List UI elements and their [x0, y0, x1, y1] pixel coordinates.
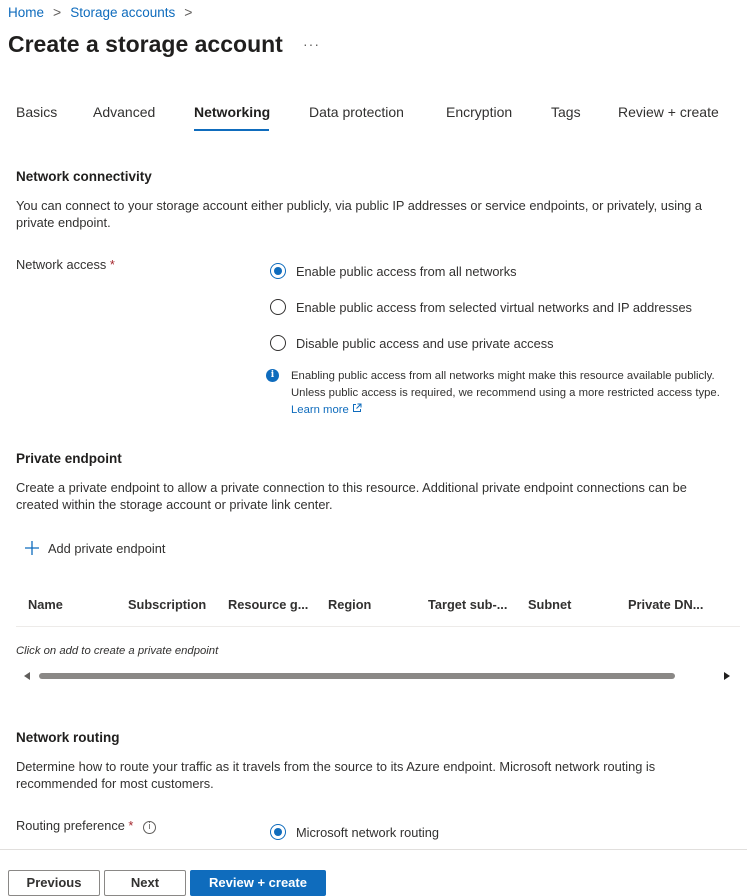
tab-data-protection[interactable]: Data protection — [309, 104, 404, 120]
tab-basics[interactable]: Basics — [16, 104, 58, 120]
required-marker: * — [109, 257, 115, 272]
learn-more-link[interactable]: Learn more — [291, 404, 362, 416]
column-header-target-sub-resource[interactable]: Target sub-... — [428, 597, 508, 612]
network-access-label — [16, 257, 115, 272]
column-header-subnet[interactable]: Subnet — [528, 597, 572, 612]
next-button[interactable]: Next — [104, 870, 186, 896]
add-private-endpoint-label: Add private endpoint — [48, 540, 166, 556]
radio-public-all-networks[interactable] — [270, 263, 517, 279]
scrollbar-thumb[interactable] — [39, 673, 675, 679]
tab-networking[interactable]: Networking — [194, 104, 271, 120]
network-access-label-text: Network access — [16, 257, 107, 272]
routing-preference-label-text: Routing preference — [16, 818, 125, 833]
column-header-region[interactable]: Region — [328, 597, 372, 612]
column-header-subscription[interactable]: Subscription — [128, 597, 207, 612]
radio-microsoft-network-routing[interactable] — [270, 824, 439, 840]
breadcrumb-storage-accounts-link[interactable]: Storage accounts — [70, 4, 176, 20]
info-message — [291, 368, 741, 419]
previous-button[interactable]: Previous — [8, 870, 100, 896]
tab-bar — [0, 104, 747, 134]
network-connectivity-heading: Network connectivity — [16, 169, 152, 184]
scroll-left-arrow-icon[interactable] — [24, 672, 30, 680]
radio-button-checked[interactable] — [270, 824, 286, 840]
info-text: Enabling public access from all networks might make this resource available publicly. Unless public access is required, we recommend using a more restricted access type. — [291, 370, 720, 399]
column-header-resource-group[interactable]: Resource g... — [228, 597, 309, 612]
wizard-footer — [0, 849, 747, 895]
tab-tags[interactable]: Tags — [551, 104, 581, 120]
radio-button-checked[interactable] — [270, 263, 286, 279]
network-routing-heading: Network routing — [16, 730, 120, 745]
add-private-endpoint-button[interactable] — [24, 540, 165, 556]
more-options-icon[interactable]: ··· — [303, 36, 320, 52]
radio-button[interactable] — [270, 299, 286, 315]
radio-label: Disable public access and use private access — [296, 335, 554, 351]
external-link-icon — [352, 403, 362, 413]
scroll-right-arrow-icon[interactable] — [724, 672, 730, 680]
active-tab-indicator — [194, 129, 269, 131]
info-icon: i — [266, 369, 279, 382]
tab-advanced[interactable]: Advanced — [93, 104, 156, 120]
review-create-button[interactable]: Review + create — [190, 870, 326, 896]
tab-review-create[interactable]: Review + create — [618, 104, 719, 120]
private-endpoint-heading: Private endpoint — [16, 451, 122, 466]
table-divider — [16, 626, 740, 627]
empty-table-message: Click on add to create a private endpoint — [16, 645, 219, 657]
routing-preference-label — [16, 818, 156, 834]
radio-disable-public-access[interactable] — [270, 335, 554, 351]
radio-label: Enable public access from all networks — [296, 263, 517, 279]
chevron-right-icon: > — [53, 4, 62, 20]
column-header-name[interactable]: Name — [28, 597, 63, 612]
radio-button[interactable] — [270, 335, 286, 351]
tab-encryption[interactable]: Encryption — [446, 104, 513, 120]
help-circle-icon[interactable]: i — [143, 821, 156, 834]
private-endpoint-description: Create a private endpoint to allow a private connection to this resource. Additional private endpoint connections can be created within the storage account or private link center. — [16, 480, 687, 512]
breadcrumb-home-link[interactable]: Home — [8, 4, 45, 20]
radio-label: Microsoft network routing — [296, 824, 439, 840]
chevron-right-icon: > — [184, 4, 193, 20]
radio-label: Enable public access from selected virtual networks and IP addresses — [296, 299, 692, 315]
breadcrumb — [8, 4, 201, 20]
network-connectivity-description: You can connect to your storage account either publicly, via public IP addresses or service endpoints, or privately, using a private endpoint. — [16, 198, 702, 230]
column-header-private-dns[interactable]: Private DN... — [628, 597, 704, 612]
horizontal-scrollbar[interactable] — [16, 669, 740, 683]
network-routing-description: Determine how to route your traffic as it travels from the source to its Azure endpoint. Microsoft network routing is recommended for most customers. — [16, 759, 656, 791]
page-title: Create a storage account — [8, 31, 283, 57]
plus-icon — [24, 540, 40, 556]
radio-public-selected-networks[interactable] — [270, 299, 692, 315]
required-marker: * — [128, 818, 134, 833]
public-access-info — [266, 368, 741, 419]
